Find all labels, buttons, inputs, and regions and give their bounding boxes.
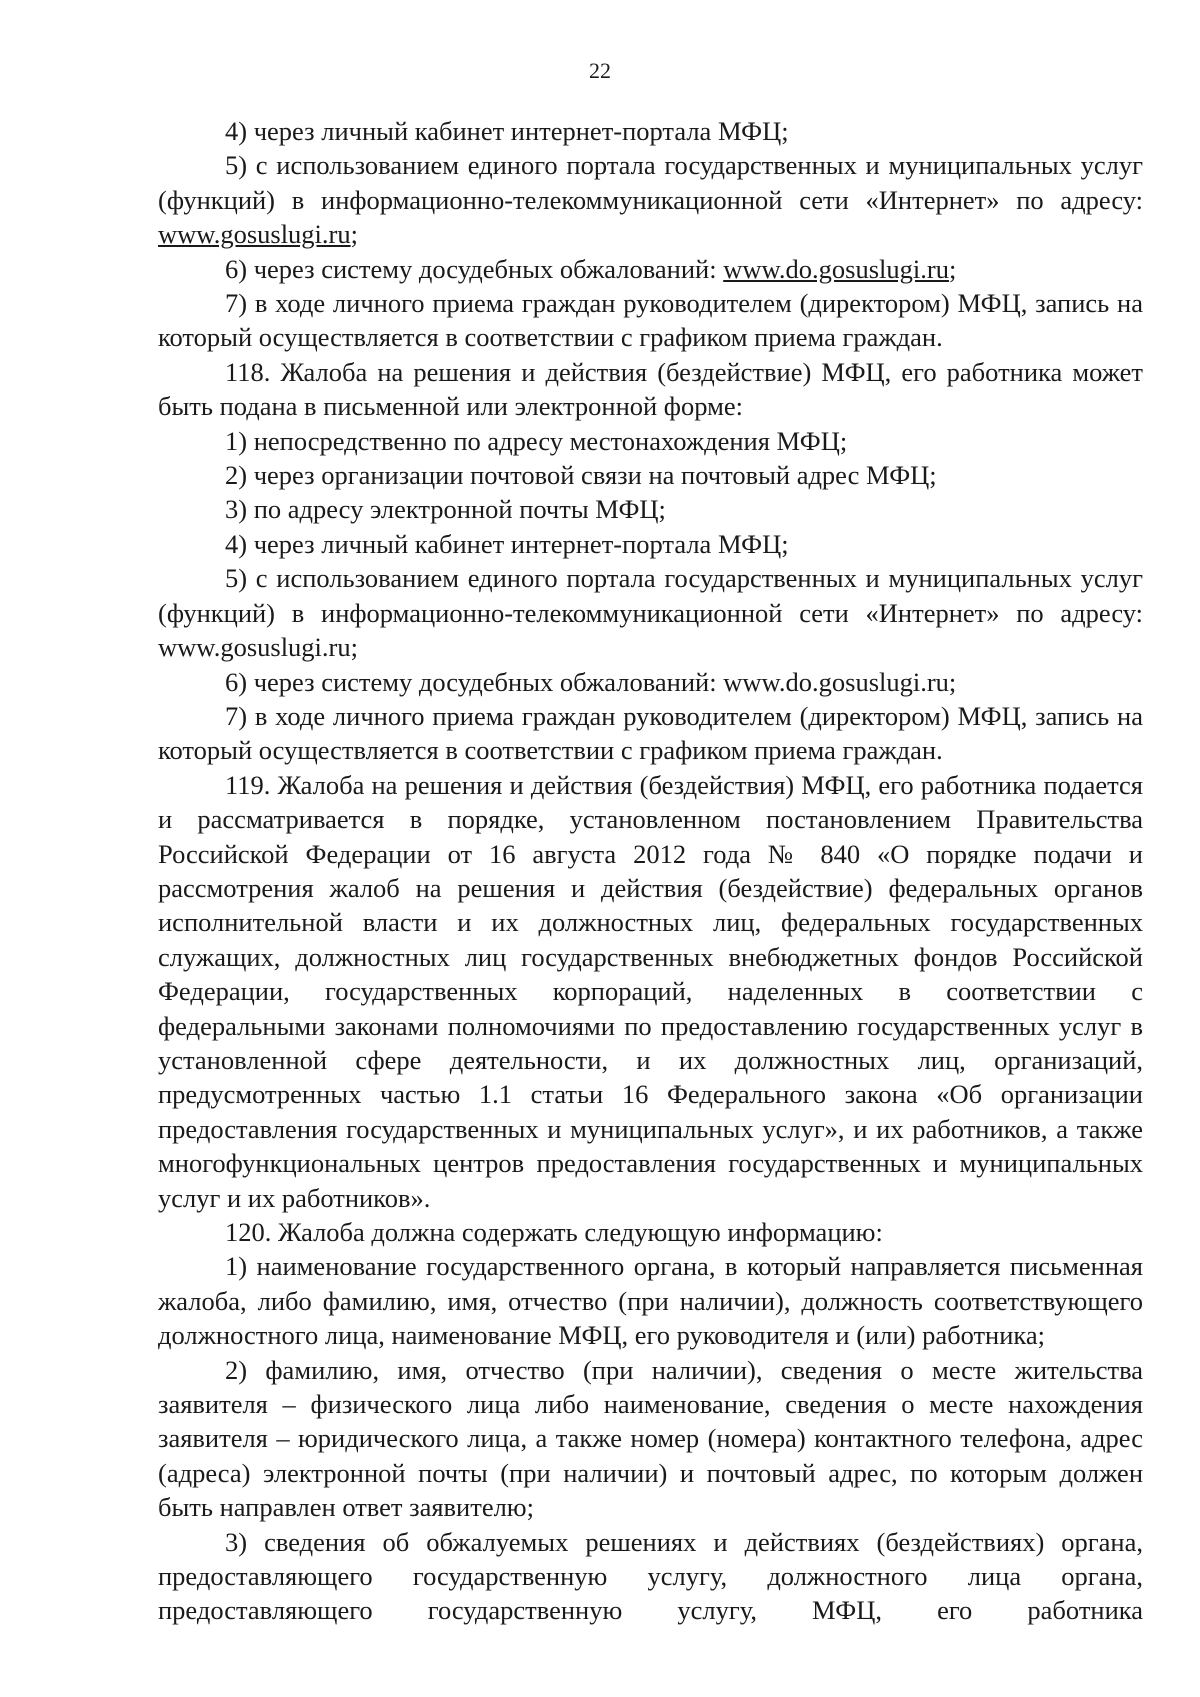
- paragraph-120-item-1: 1) наименование государственного органа, в который направляется письменная жалоба, либо фамилию, имя, отчество (при наличии), должность соответствующего должностного лица, наименование МФЦ, его руководителя и (или) работника;: [158, 1251, 1143, 1351]
- gosuslugi-link[interactable]: www.gosuslugi.ru: [158, 219, 351, 250]
- do-gosuslugi-link[interactable]: www.do.gosuslugi.ru: [723, 253, 949, 284]
- paragraph-item-6-pretrial-system: 6) через систему досудебных обжалований: www.do.gosuslugi.ru;: [225, 253, 957, 284]
- paragraph-118: 118. Жалоба на решения и действия (бездействие) МФЦ, его работника может быть подана в письменной или электронной форме:: [158, 356, 1143, 422]
- document-body: [158, 114, 1143, 1628]
- paragraph-118-item-4: 4) через личный кабинет интернет-портала МФЦ;: [225, 528, 789, 559]
- paragraph-118-item-1: 1) непосредственно по адресу местонахождения МФЦ;: [225, 425, 848, 456]
- paragraph-118-item-7: 7) в ходе личного приема граждан руководителем (директором) МФЦ, запись на который осуществляется в соответствии с графиком приема граждан.: [158, 700, 1143, 766]
- paragraph-item-5-gosuslugi: 5) с использованием единого портала государственных и муниципальных услуг (функций) в информационно-телекоммуникационной сети «Интернет» по адресу: www.gosuslugi.ru;: [158, 150, 1143, 250]
- paragraph-119: 119. Жалоба на решения и действия (бездействия) МФЦ, его работника подается и рассматривается в порядке, установленном постановлением Правительства Российской Федерации от 16 августа 2012 года № 840 «О порядке подачи и рассмотрения жалоб на решения и действия (бездействие) федеральных органов исполнительной власти и их должностных лиц, федеральных государственных служащих, должностных лиц государственных внебюджетных фондов Российской Федерации, государственных корпораций, наделенных в соответствии с федеральными законами полномочиями по предоставлению государственных услуг в установленной сфере деятельности, и их должностных лиц, организаций, предусмотренных частью 1.1 статьи 16 Федерального закона «Об организации предоставления государственных и муниципальных услуг», и их работников, а также многофункциональных центров предоставления государственных и муниципальных услуг и их работников».: [158, 769, 1143, 1213]
- paragraph-118-item-2: 2) через организации почтовой связи на почтовый адрес МФЦ;: [225, 460, 937, 491]
- paragraph-item-7-personal-reception: 7) в ходе личного приема граждан руководителем (директором) МФЦ, запись на который осуществляется в соответствии с графиком приема граждан.: [158, 288, 1143, 353]
- paragraph-120-item-2: 2) фамилию, имя, отчество (при наличии), сведения о месте жительства заявителя – физического лица либо наименование, сведения о месте нахождения заявителя – юридического лица, а также номер (номера) контактного телефона, адрес (адреса) электронной почты (при наличии) и почтовый адрес, по которым должен быть направлен ответ заявителю;: [158, 1354, 1143, 1523]
- paragraph-120: 120. Жалоба должна содержать следующую информацию:: [225, 1217, 883, 1247]
- paragraph-118-item-6: 6) через систему досудебных обжалований: www.do.gosuslugi.ru;: [225, 666, 957, 697]
- paragraph-118-item-5: 5) с использованием единого портала государственных и муниципальных услуг (функций) в информационно-телекоммуникационной сети «Интернет» по адресу: www.gosuslugi.ru;: [158, 563, 1143, 663]
- paragraph-118-item-3: 3) по адресу электронной почты МФЦ;: [225, 494, 666, 525]
- paragraph-120-item-3: 3) сведения об обжалуемых решениях и действиях (бездействиях) органа, предоставляющего государственную услугу, должностного лица органа, предоставляющего государственную услугу, МФЦ, его работника: [158, 1526, 1143, 1626]
- paragraph-item-4-personal-cabinet: 4) через личный кабинет интернет-портала МФЦ;: [225, 116, 789, 146]
- page-number: 22: [589, 58, 611, 83]
